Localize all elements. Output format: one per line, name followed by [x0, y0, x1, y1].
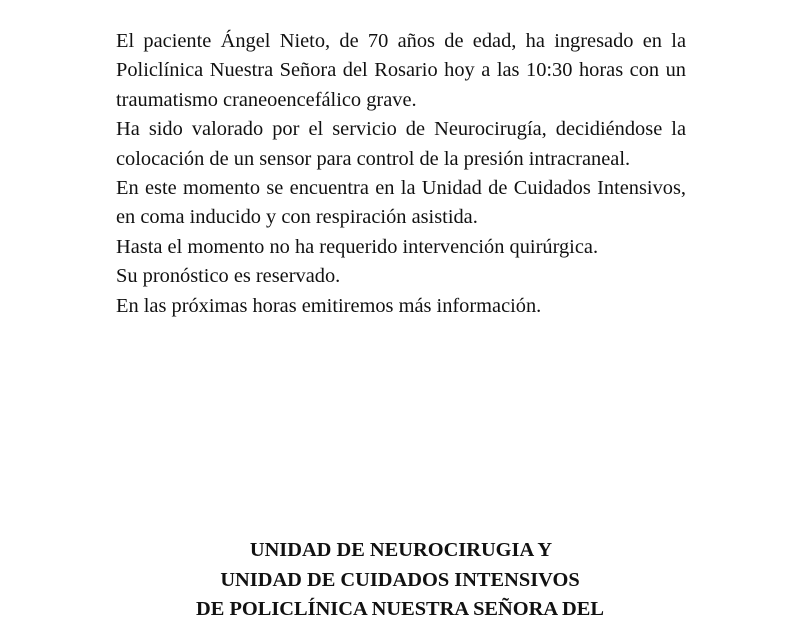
- paragraph-more-info: En las próximas horas emitiremos más información.: [116, 294, 542, 317]
- signature-line-3: DE POLICLÍNICA NUESTRA SEÑORA DEL: [196, 598, 604, 620]
- paragraph-admission: El paciente Ángel Nieto, de 70 años de edad, ha ingresado en la Policlínica Nuestra Señora del Rosario hoy a las 10:30 horas con un traumatismo craneoencefálico grave.: [116, 30, 686, 111]
- signature-line-1: UNIDAD DE NEUROCIRUGIA Y: [249, 539, 553, 561]
- paragraph-prognosis: Su pronóstico es reservado.: [116, 265, 341, 288]
- statement-body: [116, 27, 686, 321]
- paragraph-surgery: Hasta el momento no ha requerido intervención quirúrgica.: [116, 235, 599, 258]
- signature-line-2: UNIDAD DE CUIDADOS INTENSIVOS: [220, 568, 580, 591]
- paragraph-assessment: Ha sido valorado por el servicio de Neurocirugía, decidiéndose la colocación de un sensor para control de la presión intracraneal.: [116, 118, 686, 170]
- signature-block: [0, 536, 800, 625]
- paragraph-current-status: En este momento se encuentra en la Unidad de Cuidados Intensivos, en coma inducido y con respiración asistida.: [116, 177, 686, 229]
